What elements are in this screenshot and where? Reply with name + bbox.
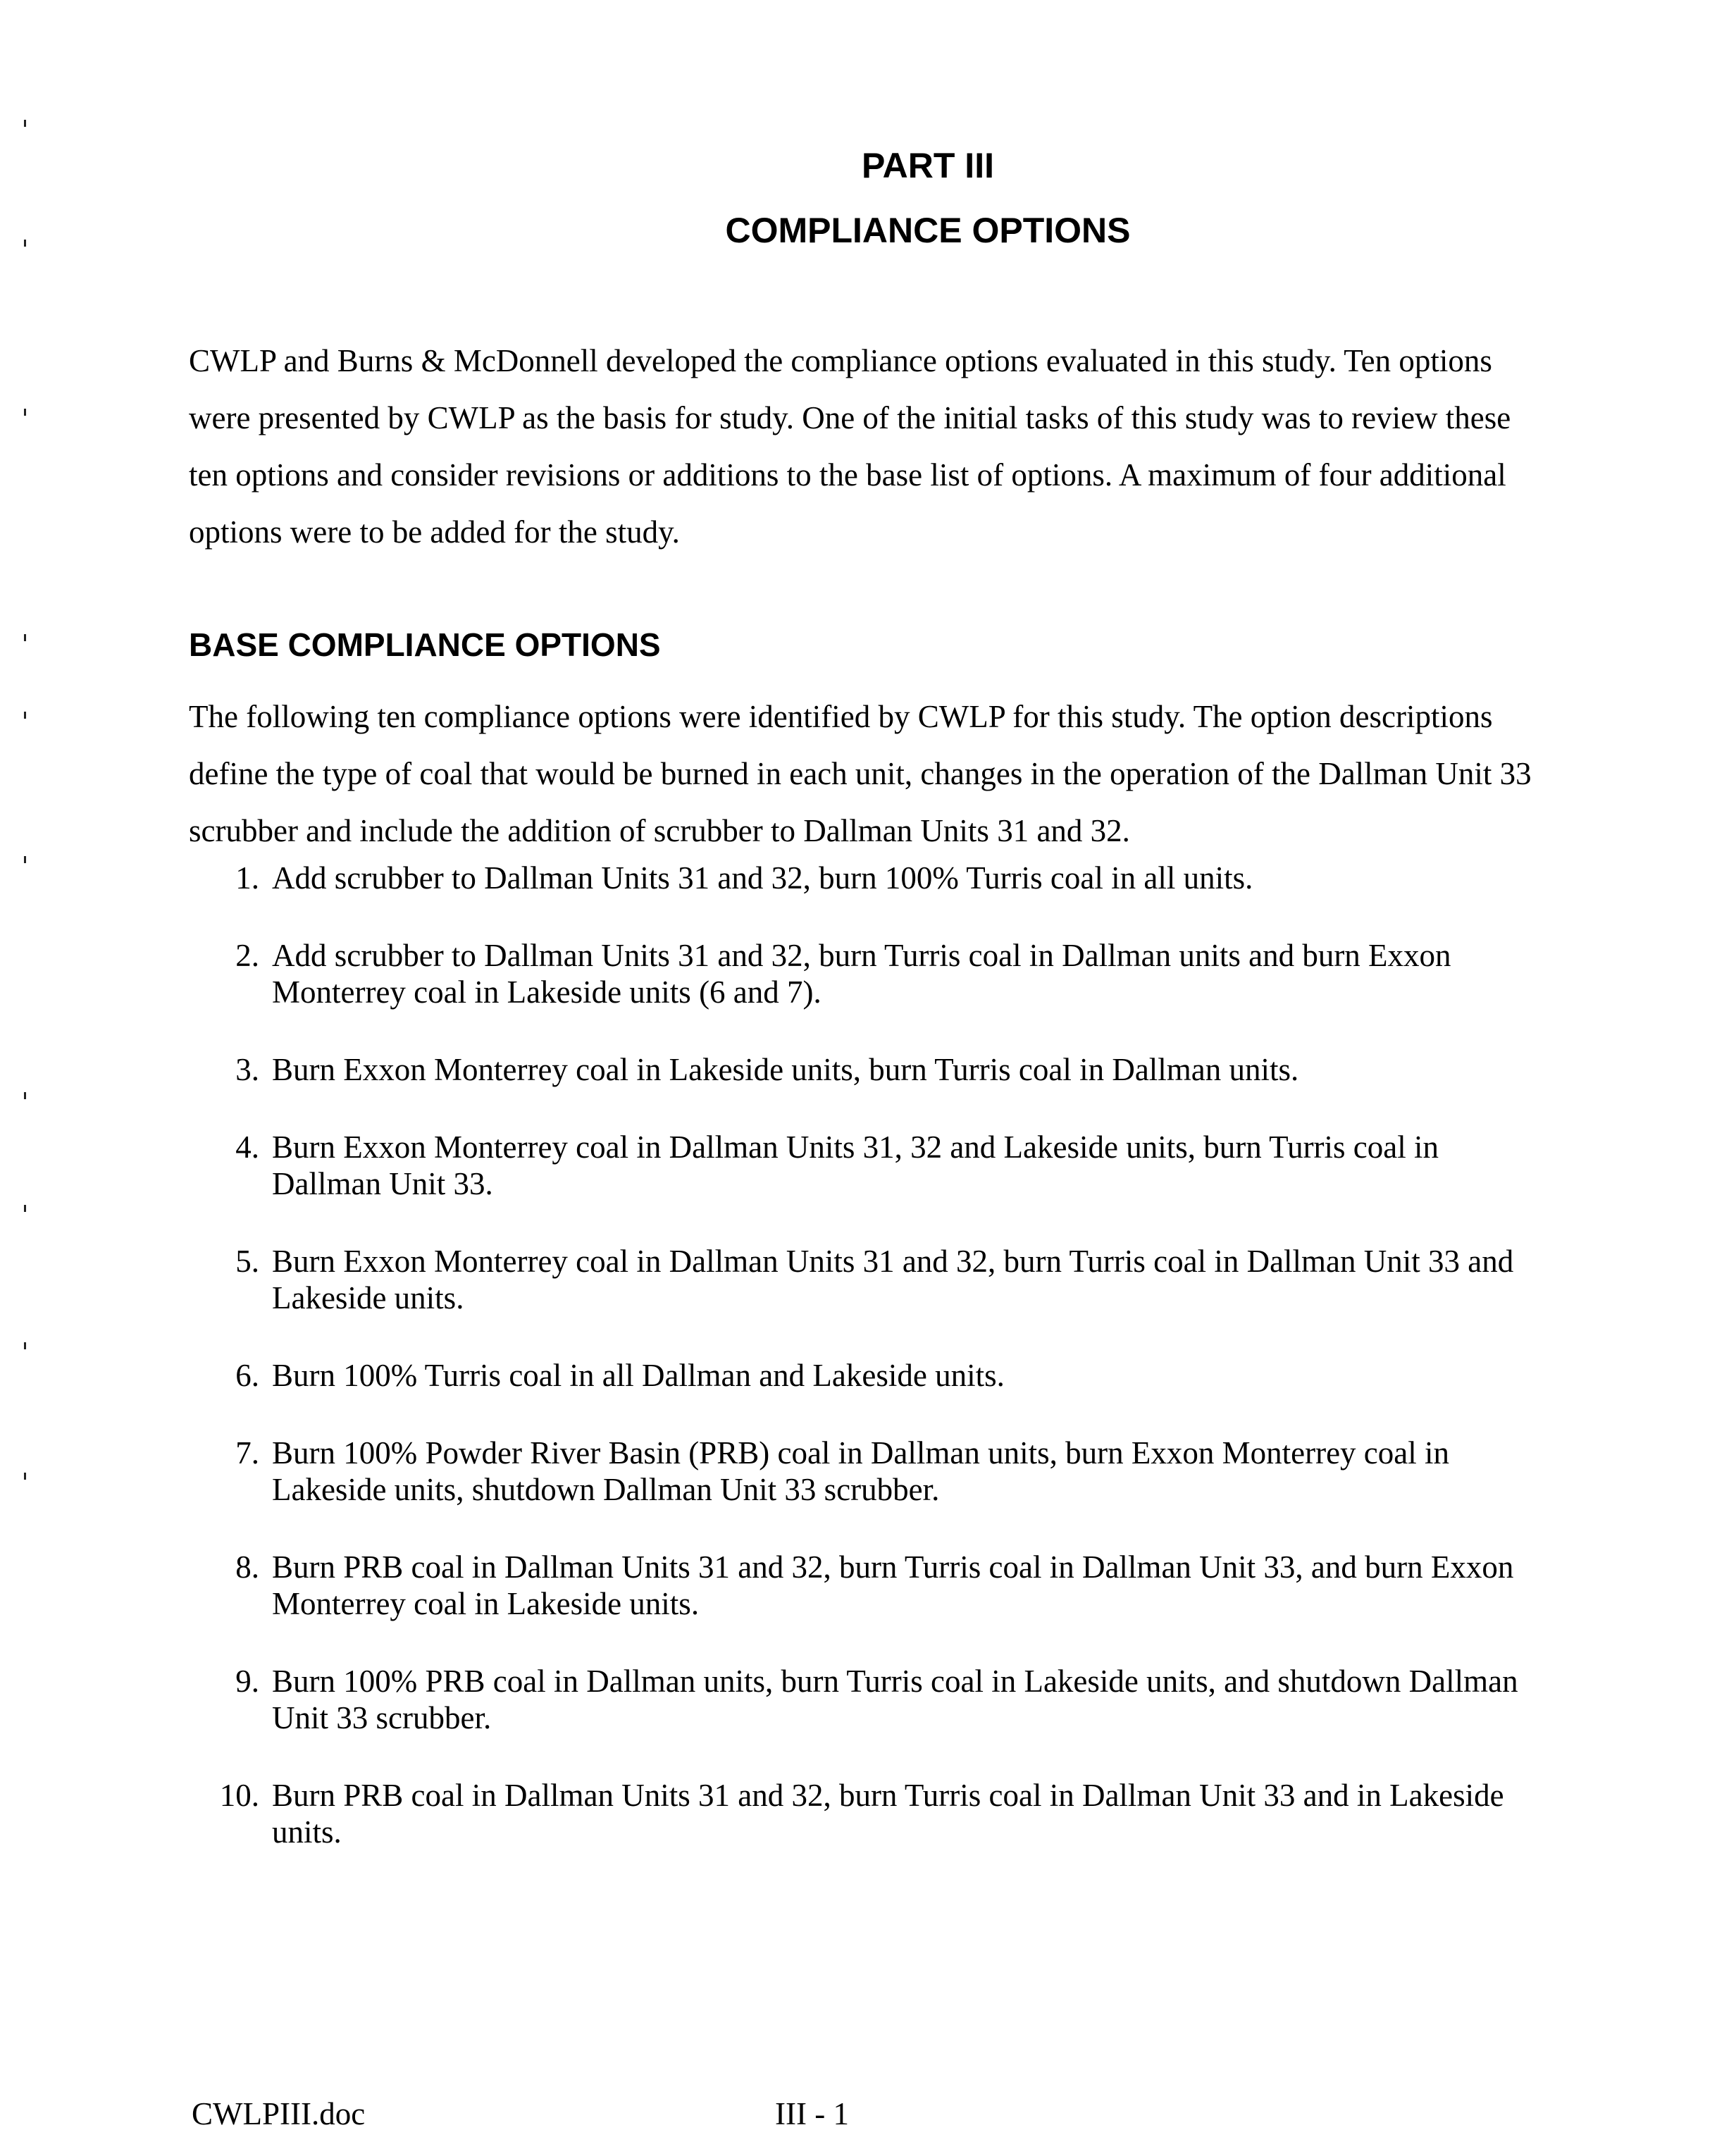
- list-item: [189, 937, 1542, 1010]
- list-item-number: 5.: [235, 1244, 259, 1279]
- list-item: [189, 1777, 1542, 1850]
- scan-speck: [24, 1342, 26, 1349]
- list-item-text: Burn PRB coal in Dallman Units 31 and 32, burn Turris coal in Dallman Unit 33, and burn Exxon Monterrey coal in Lakeside units.: [272, 1549, 1514, 1621]
- list-item: [189, 1663, 1542, 1736]
- scan-speck: [24, 409, 26, 416]
- scan-speck: [24, 1205, 26, 1212]
- intro-paragraph: CWLP and Burns & McDonnell developed the compliance options evaluated in this study. Ten options were presented by CWLP as the basis for study. One of the initial tasks of this study was to review these ten options and consider revisions or additions to the base list of options. A maximum of four additional options were to be added for the study.: [189, 343, 1511, 550]
- list-item: [189, 1129, 1542, 1202]
- list-item: [189, 1549, 1542, 1622]
- footer-page-number: III - 1: [775, 2096, 849, 2131]
- list-item-number: 9.: [235, 1664, 259, 1699]
- list-item: [189, 1357, 1542, 1394]
- section-heading: BASE COMPLIANCE OPTIONS: [189, 626, 661, 663]
- list-item-number: 1.: [235, 860, 259, 896]
- list-item-text: Burn Exxon Monterrey coal in Dallman Units 31, 32 and Lakeside units, burn Turris coal in Dallman Unit 33.: [272, 1129, 1439, 1201]
- scan-speck: [24, 240, 26, 247]
- list-item-number: 2.: [235, 938, 259, 973]
- list-item-number: 7.: [235, 1435, 259, 1471]
- list-item-text: Burn PRB coal in Dallman Units 31 and 32, burn Turris coal in Dallman Unit 33 and in Lakeside units.: [272, 1778, 1504, 1850]
- scan-speck: [24, 634, 26, 641]
- list-item-text: Burn Exxon Monterrey coal in Dallman Units 31 and 32, burn Turris coal in Dallman Unit 33 and Lakeside units.: [272, 1244, 1514, 1315]
- scan-speck: [24, 1092, 26, 1099]
- list-item: [189, 1243, 1542, 1316]
- list-item-number: 6.: [235, 1358, 259, 1393]
- part-heading: PART III: [862, 146, 994, 185]
- list-item-text: Add scrubber to Dallman Units 31 and 32, burn 100% Turris coal in all units.: [272, 860, 1253, 896]
- scan-speck: [24, 120, 26, 127]
- list-item: [189, 860, 1542, 896]
- list-item-number: 4.: [235, 1129, 259, 1165]
- list-item: [189, 1435, 1542, 1508]
- list-item-text: Add scrubber to Dallman Units 31 and 32, burn Turris coal in Dallman units and burn Exxon Monterrey coal in Lakeside units (6 and 7).: [272, 938, 1451, 1010]
- list-item-text: Burn Exxon Monterrey coal in Lakeside units, burn Turris coal in Dallman units.: [272, 1052, 1299, 1087]
- list-item-text: Burn 100% PRB coal in Dallman units, burn Turris coal in Lakeside units, and shutdown Dallman Unit 33 scrubber.: [272, 1664, 1518, 1735]
- page-title: COMPLIANCE OPTIONS: [725, 211, 1131, 250]
- list-item-number: 3.: [235, 1052, 259, 1087]
- list-item-text: Burn 100% Powder River Basin (PRB) coal in Dallman units, burn Exxon Monterrey coal in Lakeside units, shutdown Dallman Unit 33 scrubber.: [272, 1435, 1449, 1507]
- scan-speck: [24, 856, 26, 863]
- list-item-number: 8.: [235, 1549, 259, 1585]
- options-list: [189, 860, 1542, 1891]
- section-intro-paragraph: The following ten compliance options were identified by CWLP for this study. The option descriptions define the type of coal that would be burned in each unit, changes in the operation of the Dallman Unit 33 scrubber and include the addition of scrubber to Dallman Units 31 and 32.: [189, 699, 1532, 848]
- scan-speck: [24, 712, 26, 719]
- list-item: [189, 1051, 1542, 1088]
- list-item-number: 10.: [219, 1778, 259, 1813]
- list-item-text: Burn 100% Turris coal in all Dallman and Lakeside units.: [272, 1358, 1005, 1393]
- footer-filename: CWLPIII.doc: [192, 2096, 366, 2131]
- scan-speck: [24, 1473, 26, 1480]
